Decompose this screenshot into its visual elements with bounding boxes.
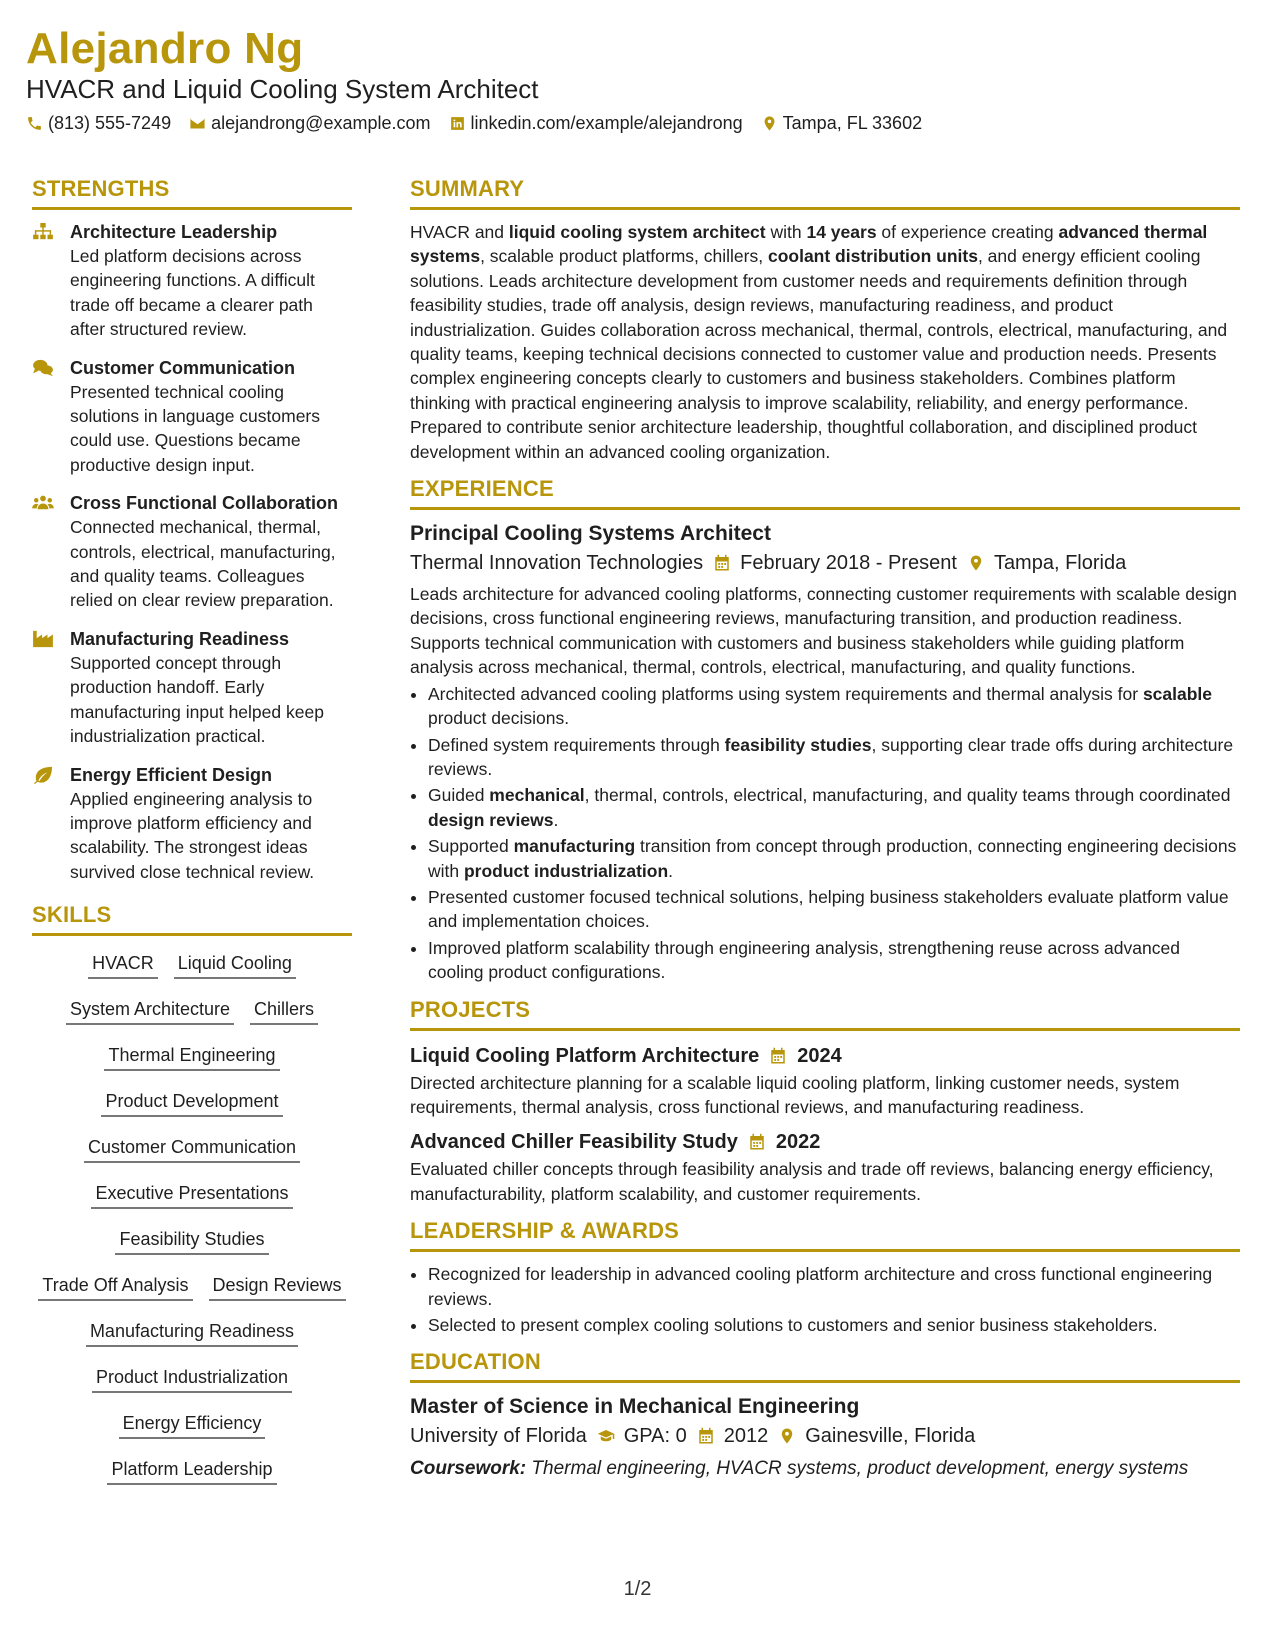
coursework	[410, 1455, 1240, 1483]
phone-icon	[26, 115, 43, 132]
skill-row	[32, 1320, 352, 1347]
job-bullet	[428, 936, 1240, 985]
leadership-item: • Recognized for leadership in advanced cooling platform architecture and cross functional engineering reviews.	[428, 1262, 1240, 1311]
calendar-icon	[748, 1133, 766, 1151]
skill-tag: Platform Leadership	[107, 1458, 276, 1485]
strength-title: Manufacturing Readiness	[70, 628, 290, 649]
linkedin-icon	[449, 115, 466, 132]
calendar-icon	[697, 1427, 715, 1445]
skill-tag: Customer Communication	[84, 1136, 300, 1163]
factory-icon	[32, 630, 54, 648]
job-dates: February 2018 - Present	[740, 552, 957, 575]
text-run: HVACR and	[410, 222, 509, 242]
skills-list	[32, 946, 352, 1485]
skill-row	[32, 1412, 352, 1439]
skill-tag: Chillers	[250, 998, 318, 1025]
text-run: Guided	[428, 785, 490, 806]
text-run: .	[553, 809, 559, 830]
bold-text: liquid cooling system architect	[508, 222, 766, 242]
company-name: Thermal Innovation Technologies	[410, 552, 704, 575]
skill-row	[32, 1044, 352, 1071]
skill-tag: Liquid Cooling	[174, 952, 296, 979]
degree: Master of Science in Mechanical Engineering	[410, 1395, 860, 1419]
school-name: University of Florida	[410, 1425, 587, 1448]
bold-text: advanced thermal systems	[410, 222, 1208, 267]
skill-row	[32, 1274, 352, 1301]
skill-tag: Energy Efficiency	[119, 1412, 266, 1439]
location-text: Tampa, FL 33602	[782, 113, 923, 133]
people-group-icon	[32, 494, 54, 512]
skill-tag: Thermal Engineering	[104, 1044, 279, 1071]
candidate-name: Alejandro Ng	[26, 24, 304, 73]
strength-item	[32, 627, 352, 749]
job-bullet	[428, 834, 1240, 883]
skill-row	[32, 1136, 352, 1163]
text-run: Improved platform scalability through engineering analysis, strengthening reuse across advanced cooling product configurations.	[428, 937, 1180, 983]
strength-desc: Presented technical cooling solutions in language customers could use. Questions became productive design input.	[70, 381, 321, 475]
contact-phone[interactable]	[26, 113, 171, 134]
bold-text: coolant distribution units	[767, 246, 978, 267]
calendar-icon	[713, 554, 731, 572]
text-run: Supported	[428, 836, 514, 857]
text-run: Presented customer focused technical solutions, helping business stakeholders evaluate platform value and implementation choices.	[428, 886, 1229, 932]
bold-text: mechanical	[489, 785, 585, 806]
project-name: Advanced Chiller Feasibility Study	[410, 1131, 738, 1154]
graduation-cap-icon	[597, 1427, 615, 1445]
text-run: , thermal, controls, electrical, manufacturing, and quality teams through coordinated	[584, 785, 1231, 806]
coursework-text: Thermal engineering, HVACR systems, product development, energy systems	[531, 1458, 1189, 1480]
skill-tag: Executive Presentations	[91, 1182, 292, 1209]
project-item	[410, 1127, 1240, 1206]
page-number: 1/2	[623, 1578, 652, 1600]
job-bullet	[428, 783, 1240, 832]
job-meta	[410, 548, 1240, 578]
text-run: , scalable product platforms, chillers,	[480, 246, 768, 267]
strength-item	[32, 220, 352, 342]
skill-tag: HVACR	[88, 952, 158, 979]
project-name: Liquid Cooling Platform Architecture	[410, 1044, 760, 1067]
leadership-item: • Selected to present complex cooling solutions to customers and senior business stakeholders.	[428, 1313, 1240, 1337]
text-run: Architected advanced cooling platforms using system requirements and thermal analysis for	[428, 683, 1143, 704]
map-pin-icon	[778, 1427, 796, 1445]
phone-text: (813) 555-7249	[48, 113, 172, 133]
experience-heading: EXPERIENCE	[410, 476, 1240, 510]
skill-tag: Design Reviews	[209, 1274, 346, 1301]
education-meta	[410, 1421, 1240, 1451]
strength-title: Architecture Leadership	[70, 222, 278, 242]
candidate-role: HVACR and Liquid Cooling System Architect	[26, 74, 539, 104]
skill-row	[32, 998, 352, 1025]
skill-row	[32, 1090, 352, 1117]
strengths-heading: STRENGTHS	[32, 176, 352, 210]
strength-item	[32, 763, 352, 885]
leaf-icon	[32, 766, 54, 784]
job-location: Tampa, Florida	[993, 552, 1127, 575]
job-bullet	[428, 682, 1240, 731]
contact-linkedin[interactable]	[449, 113, 743, 134]
school-location: Gainesville, Florida	[805, 1425, 976, 1448]
left-column	[32, 176, 352, 1485]
text-run: with	[765, 222, 807, 242]
summary-text	[410, 220, 1240, 464]
text-run: , supporting clear trade offs during architecture reviews.	[428, 734, 1234, 779]
education-heading: EDUCATION	[410, 1349, 1240, 1383]
project-item	[410, 1041, 1240, 1120]
calendar-icon	[769, 1047, 787, 1065]
strength-item	[32, 356, 352, 478]
strength-title: Cross Functional Collaboration	[70, 493, 339, 514]
bold-text: scalable	[1142, 683, 1213, 704]
job-title: Principal Cooling Systems Architect	[410, 522, 771, 546]
envelope-icon	[189, 115, 206, 132]
email-text: alejandrong@example.com	[211, 113, 431, 133]
text-run: product decisions.	[428, 708, 570, 729]
skill-row	[32, 952, 352, 979]
skill-tag: Feasibility Studies	[115, 1228, 268, 1255]
project-year: 2024	[797, 1044, 842, 1067]
text-run: of experience creating	[876, 222, 1059, 242]
summary-heading: SUMMARY	[410, 176, 1240, 210]
graduation-year: 2012	[723, 1425, 769, 1448]
job-bullets	[410, 682, 1240, 985]
skill-tag: Product Industrialization	[92, 1366, 292, 1393]
contact-location	[761, 113, 922, 134]
skill-tag: Trade Off Analysis	[38, 1274, 192, 1301]
text-run: Defined system requirements through	[428, 734, 725, 755]
map-pin-icon	[761, 115, 778, 132]
skill-row	[32, 1366, 352, 1393]
map-pin-icon	[967, 554, 985, 572]
skill-tag: Manufacturing Readiness	[86, 1320, 298, 1347]
bold-text: 14 years	[806, 222, 877, 242]
skill-tag: System Architecture	[66, 998, 234, 1025]
skill-tag: Product Development	[101, 1090, 282, 1117]
project-year: 2022	[775, 1131, 821, 1154]
linkedin-text: linkedin.com/example/alejandrong	[470, 113, 743, 133]
bold-text: design reviews	[428, 809, 554, 830]
skill-row	[32, 1458, 352, 1485]
strength-desc: Applied engineering analysis to improve platform efficiency and scalability. The strongest ideas survived close technical review.	[70, 788, 315, 882]
gpa: GPA: 0	[623, 1425, 687, 1448]
skill-row	[32, 1228, 352, 1255]
text-run: , and energy efficient cooling solutions. Leads architecture development from customer needs and requirements definition through feasibility studies, trade off analysis, design reviews, manufacturing readiness, and product industrialization. Guides collaboration across mechanical, thermal, controls, electrical, manufacturing, and quality teams, keeping technical decisions connected to customer value and production needs. Presents complex engineering concepts clearly to customers and business stakeholders. Combines platform thinking with practical engineering analysis to improve scalability, reliability, and energy performance. Prepared to contribute senior architecture leadership, thoughtful collaboration, and disciplined product development within an advanced cooling organization.	[410, 246, 1228, 462]
bold-text: product industrialization	[463, 860, 669, 881]
strength-desc: Led platform decisions across engineering functions. A difficult trade off became a clearer path after structured review.	[70, 246, 315, 340]
strength-desc: Supported concept through production handoff. Early manufacturing input helped keep industrialization practical.	[70, 652, 324, 747]
bold-text: manufacturing	[513, 836, 636, 857]
job-bullet	[428, 733, 1240, 782]
contact-email[interactable]	[189, 113, 430, 134]
strength-title: Energy Efficient Design	[70, 764, 273, 785]
strength-desc: Connected mechanical, thermal, controls, electrical, manufacturing, and quality teams. Colleagues relied on clear review preparation.	[70, 517, 336, 611]
job-bullet	[428, 885, 1240, 934]
right-column	[410, 176, 1240, 1483]
chat-bubbles-icon	[32, 359, 54, 377]
leadership-list	[410, 1262, 1240, 1337]
bold-text: feasibility studies	[724, 734, 872, 755]
text-run: transition from concept through production, connecting engineering decisions with	[428, 836, 1237, 881]
skills-heading: SKILLS	[32, 902, 352, 936]
strength-item	[32, 491, 352, 613]
text-run: .	[668, 860, 674, 881]
projects-heading: PROJECTS	[410, 997, 1240, 1031]
coursework-label: Coursework:	[410, 1458, 527, 1480]
job-description: Leads architecture for advanced cooling platforms, connecting customer requirements with scalable design decisions, cross functional engineering reviews, manufacturing transition, and production readiness. Supports technical communication with customers and business stakeholders while guiding platform analysis across mechanical, thermal, controls, electrical, manufacturing, and quality functions.	[410, 584, 1237, 678]
project-desc: Evaluated chiller concepts through feasibility analysis and trade off reviews, balancing energy efficiency, manufacturability, platform scalability, and customer requirements.	[410, 1159, 1214, 1204]
leadership-heading: LEADERSHIP & AWARDS	[410, 1218, 1240, 1252]
sitemap-icon	[32, 223, 54, 241]
skill-row	[32, 1182, 352, 1209]
project-desc: Directed architecture planning for a scalable liquid cooling platform, linking customer needs, system requirements, thermal analysis, cross functional reviews, and manufacturing readiness.	[410, 1072, 1180, 1117]
contact-bar	[26, 113, 922, 134]
strength-title: Customer Communication	[70, 357, 296, 378]
